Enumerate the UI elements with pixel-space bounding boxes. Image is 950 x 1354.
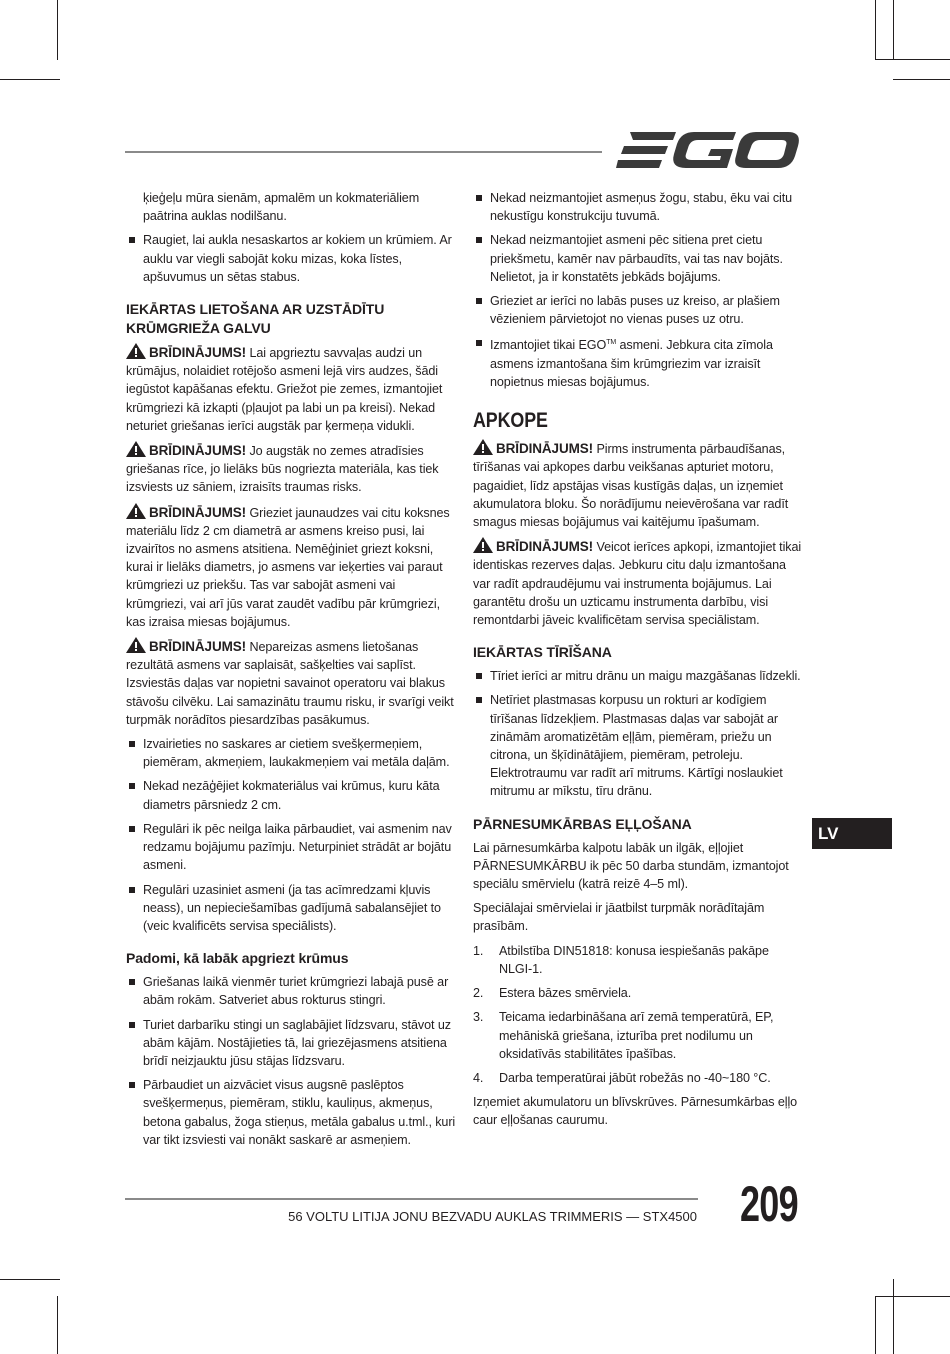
list-item: Regulāri uzasiniet asmeni (ja tas acīmredzami kļuvis neass), un nepieciešamības gadījumā sabalansējiet to (veic kvalificēts servisa speciālists). xyxy=(126,881,456,936)
list-item: Grieziet ar ierīci no labās puses uz kreiso, ar plašiem vēzieniem pārvietojot no vienas puses uz otru. xyxy=(473,292,803,328)
numbered-item xyxy=(473,1008,803,1063)
list-item: Regulāri ik pēc neilga laika pārbaudiet, vai asmenim nav redzamu bojājumu pazīmju. Neturpiniet strādāt ar bojātu asmeni. xyxy=(126,820,456,875)
warning-label: BRĪDINĀJUMS! xyxy=(149,443,247,459)
warning-icon xyxy=(126,343,146,359)
numbered-item xyxy=(473,984,803,1002)
section-title: APKOPE xyxy=(473,409,548,433)
warning-label: BRĪDINĀJUMS! xyxy=(149,639,247,655)
list-item-text: Izmantojiet tikai EGO xyxy=(490,338,607,353)
trademark-sup: TM xyxy=(606,339,617,347)
warning-paragraph xyxy=(126,441,456,497)
warning-icon xyxy=(126,441,146,457)
crop-mark xyxy=(57,1296,58,1354)
numbered-item xyxy=(473,942,803,978)
warning-paragraph xyxy=(473,537,803,629)
warning-text: Pirms instrumenta pārbaudīšanas, tīrīšanas vai apkopes darbu veikšanas apturiet motoru, pagaidiet, līdz apstājas visas kustīgās daļas, un izņemiet akumulatora bloku. Šo norādījumu neievērošana var radīt smagus miesas bojājumus vai kaitējumu īpašumam. xyxy=(473,442,789,530)
warning-paragraph xyxy=(126,503,456,631)
item-text: Darba temperatūrai jābūt robežās no -40~180 °C. xyxy=(499,1070,771,1085)
warning-text: Jo augstāk no zemes atradīsies griešanas rīce, jo lielāks būs nogriezta materiāla, kas tiek izsviests uz sāniem, izraisīts traumas risks. xyxy=(126,444,439,495)
crop-mark xyxy=(893,0,894,60)
warning-text: Grieziet jaunaudzes vai citu koksnes materiālu līdz 2 cm diametrā ar asmens kreiso pusi, lai izvairītos no asmens atsitiena. Nemēģiniet griezt koksni, kurai ir lielāks diametrs, jo asmens var ieķerties vai paraut krūmgriezi uz priekšu. Tas var sabojāt asmeni vai krūmgriezi, vai arī jūs varat zaudēt vadību pār krūmgriezi, kas izraisa miesas bojājumus. xyxy=(126,505,450,629)
item-text: Atbilstība DIN51818: konusa iespiešanās pakāpe NLGI-1. xyxy=(499,943,769,976)
ego-logo xyxy=(616,128,800,172)
section-heading: PĀRNESUMKĀRBAS EĻĻOŠANA xyxy=(473,815,692,832)
warning-text: Lai apgrieztu savvaļas audzi un krūmājus, nolaidiet rotējošo asmeni lejā virs audzes, šādi iegūstot kapāšanas efektu. Griežot pie zemes, izmantojiet krūmgriezi kā izkapti (pļaujot pa labi un pa kreisi). Nekad neturiet griešanas ierīci augstāk par ķermeņa vidukli. xyxy=(126,346,443,433)
warning-icon xyxy=(126,637,146,653)
item-text: Teicama iedarbināšana arī zemā temperatūrā, EP, mehāniskā griešana, izturība pret nodilumu un oksidatīvās stabilitātes īpašības. xyxy=(499,1010,774,1061)
warning-label: BRĪDINĀJUMS! xyxy=(496,539,594,555)
page-number: 209 xyxy=(740,1176,798,1232)
footer-rule xyxy=(125,1198,698,1200)
item-number: 1. xyxy=(473,943,484,958)
item-text: Estera bāzes smērviela. xyxy=(499,986,632,1001)
list-item: Izvairieties no saskares ar cietiem svešķermeņiem, piemēram, akmeņiem, laukakmeņiem vai metāla daļām. xyxy=(126,735,456,771)
item-number: 4. xyxy=(473,1070,484,1085)
section-heading: IEKĀRTAS LIETOŠANA AR UZSTĀDĪTU KRŪMGRIEŽA GALVU xyxy=(126,301,385,337)
warning-text: Nepareizas asmens lietošanas rezultātā asmens var saplaisāt, sašķelties vai saplīst. Izsviestās daļas var nopietni savainot operatoru vai blakus stāvošu cilvēku. Lai samazinātu traumu risku, ir svarīgi veikt turpmāk norādītos piesardzības pasākumus. xyxy=(126,640,454,727)
warning-paragraph xyxy=(126,343,456,435)
right-column xyxy=(473,189,803,1136)
list-item: Nekad neizmantojiet asmeni pēc sitiena pret cietu priekšmetu, kamēr nav pārbaudīts, vai tas nav bojāts. Nelietot, ja ir konstatēts jebkāds bojājums. xyxy=(473,231,803,286)
list-item xyxy=(473,334,803,391)
warning-icon xyxy=(473,439,493,455)
crop-mark xyxy=(875,1296,876,1354)
paragraph: Speciālajai smērvielai ir jāatbilst turpmāk norādītajām prasībām. xyxy=(473,901,765,934)
section-heading: Padomi, kā labāk apgriezt krūmus xyxy=(126,950,349,967)
language-tab: LV xyxy=(812,818,892,849)
list-item: Netīriet plastmasas korpusu un rokturi ar kodīgiem tīrīšanas līdzekļiem. Plastmasas daļas var sabojāt ar zināmām aromatizētām eļļām, piemēram, priežu un citrona, un šķīdinātājiem, piemēram, petroleju. Elektrotraumu var radīt arī mitrums. Kārtīgi noslaukiet mitrumu ar mīkstu, tīru drānu. xyxy=(473,691,803,800)
crop-mark xyxy=(875,59,950,60)
crop-mark xyxy=(0,79,60,80)
paragraph: Izņemiet akumulatoru un blīvskrūves. Pārnesumkārbas eļļo caur eļļošanas caurumu. xyxy=(473,1095,798,1128)
item-number: 2. xyxy=(473,986,484,1001)
warning-label: BRĪDINĀJUMS! xyxy=(496,441,594,457)
list-item: Tīriet ierīci ar mitru drānu un maigu mazgāšanas līdzekli. xyxy=(473,667,803,685)
crop-mark xyxy=(893,79,950,80)
crop-mark xyxy=(875,1296,950,1297)
list-item: Griešanas laikā vienmēr turiet krūmgriezi labajā pusē ar abām rokām. Satveriet abus rokturus stingri. xyxy=(126,973,456,1009)
list-item: Turiet darbarīku stingi un saglabājiet līdzsvaru, stāvot uz abām kājām. Nostājieties tā, lai griezējasmens atsitiena brīdī neizjauktu jūsu stājas līdzsvaru. xyxy=(126,1016,456,1071)
warning-icon xyxy=(126,503,146,519)
warning-text: Veicot ierīces apkopi, izmantojiet tikai identiskas rezerves daļas. Jebkuru citu daļu izmantošana var radīt apdraudējumu vai instrumenta bojājumus. Lai garantētu drošu un uzticamu instrumenta darbību, visi remontdarbi jāveic kvalificētam servisa speciālistam. xyxy=(473,540,802,628)
numbered-item xyxy=(473,1069,803,1087)
list-item-text: asmeni. Jebkura cita zīmola asmens izmantošana šim krūmgriezim var izraisīt nopietnus miesas bojājumus. xyxy=(490,338,773,390)
left-column xyxy=(126,189,456,1155)
warning-paragraph xyxy=(126,637,456,729)
warning-label: BRĪDINĀJUMS! xyxy=(149,345,247,361)
crop-mark xyxy=(893,1279,894,1354)
paragraph: ķieģeļu mūra sienām, apmalēm un kokmateriāliem paātrina auklas nodilšanu. xyxy=(143,191,420,224)
paragraph: Lai pārnesumkārba kalpotu labāk un ilgāk, eļļojiet PĀRNESUMKĀRBU ik pēc 50 darba stundām, izmantojot speciālu smērvielu (katrā reizē 4–5 ml). xyxy=(473,840,789,892)
list-item: Nekad neizmantojiet asmeņus žogu, stabu, ēku vai citu nekustīgu konstrukciju tuvumā. xyxy=(473,189,803,225)
header-rule xyxy=(125,151,602,153)
list-item: Nekad nezāģējiet kokmateriālus vai krūmus, kuru kāta diametrs pārsniedz 2 cm. xyxy=(126,777,456,813)
list-item: Pārbaudiet un aizvāciet visus augsnē paslēptos svešķermeņus, piemēram, stiklu, kauliņus, akmeņus, betona gabalus, žoga stieņus, metāla gabalus u.tml., kuri var tikt izsviesti vai nonākt saskarē ar asmeņiem. xyxy=(126,1076,456,1149)
footer-title: 56 VOLTU LITIJA JONU BEZVADU AUKLAS TRIMMERIS — STX4500 xyxy=(288,1209,697,1224)
crop-mark xyxy=(0,1279,60,1280)
crop-mark xyxy=(875,0,876,60)
warning-icon xyxy=(473,537,493,553)
item-number: 3. xyxy=(473,1010,484,1025)
warning-paragraph xyxy=(473,439,803,531)
section-heading: IEKĀRTAS TĪRĪŠANA xyxy=(473,644,612,661)
warning-label: BRĪDINĀJUMS! xyxy=(149,504,247,520)
crop-mark xyxy=(57,0,58,60)
list-item: Raugiet, lai aukla nesaskartos ar kokiem un krūmiem. Ar auklu var viegli sabojāt koku mizas, koka līstes, apšuvumus un sētas stabus. xyxy=(126,231,456,286)
